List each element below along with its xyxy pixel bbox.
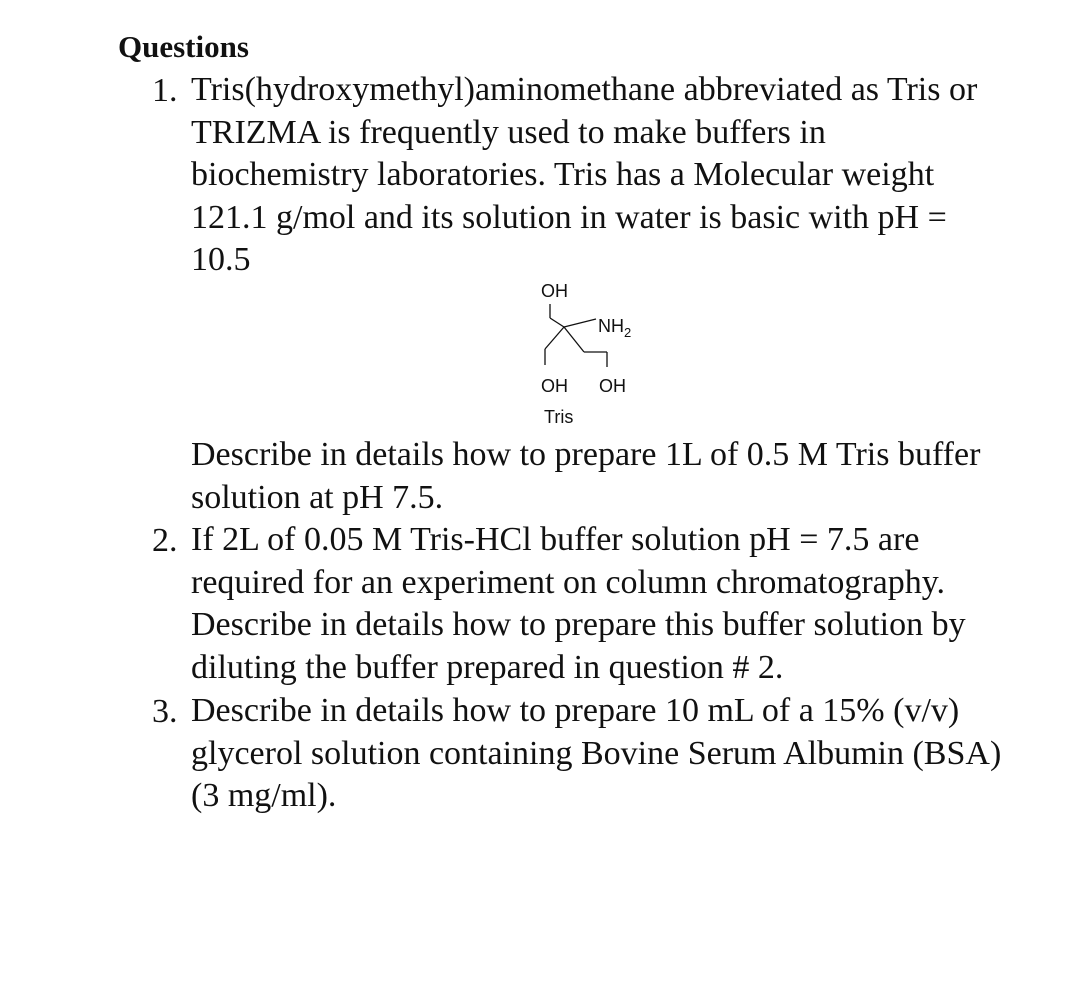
question-2-number: 2.: [152, 522, 178, 559]
structure-caption: Tris: [544, 407, 574, 427]
structure-bottom-left-oh-label: OH: [541, 376, 568, 396]
question-1-line: Tris(hydroxymethyl)aminomethane abbreviated as Tris or: [191, 71, 978, 108]
question-3-number: 3.: [152, 693, 178, 730]
question-1-followup: [191, 434, 980, 519]
structure-nh2-label: [598, 316, 631, 340]
question-2-text: [191, 519, 966, 689]
structure-bottom-right-oh-label: OH: [599, 376, 626, 396]
bond-line: [564, 327, 584, 352]
question-2-line: required for an experiment on column chromatography.: [191, 563, 946, 601]
bond-line: [550, 318, 564, 327]
question-1-line: 10.5: [191, 241, 251, 279]
question-1-line: 121.1 g/mol and its solution in water is basic with pH =: [191, 198, 947, 236]
question-2-line: diluting the buffer prepared in question # 2.: [191, 648, 784, 686]
question-1-line: TRIZMA is frequently used to make buffers in: [191, 113, 826, 151]
question-2-line: If 2L of 0.05 M Tris-HCl buffer solution pH = 7.5 are: [191, 521, 920, 558]
question-2-line: Describe in details how to prepare this buffer solution by: [191, 606, 966, 644]
bond-line: [545, 327, 564, 349]
question-3-line: (3 mg/ml).: [191, 777, 337, 815]
question-1-line: biochemistry laboratories. Tris has a Molecular weight: [191, 156, 935, 194]
structure-top-oh-label: OH: [541, 281, 568, 301]
question-3-line: glycerol solution containing Bovine Serum Albumin (BSA): [191, 734, 1002, 772]
structure-nh-text: NH: [598, 316, 624, 336]
question-1-text: [191, 69, 977, 282]
bond-line: [564, 319, 596, 327]
structure-nh2-subscript: 2: [624, 325, 632, 340]
tris-structure-diagram: [528, 278, 658, 430]
question-1-number: 1.: [152, 72, 178, 109]
question-3-text: [191, 690, 1001, 818]
question-1-followup-line: solution at pH 7.5.: [191, 478, 444, 516]
question-3-line: Describe in details how to prepare 10 mL of a 15% (v/v): [191, 692, 960, 729]
page-title: Questions: [118, 29, 249, 64]
question-1-followup-line: Describe in details how to prepare 1L of 0.5 M Tris buffer: [191, 436, 981, 473]
